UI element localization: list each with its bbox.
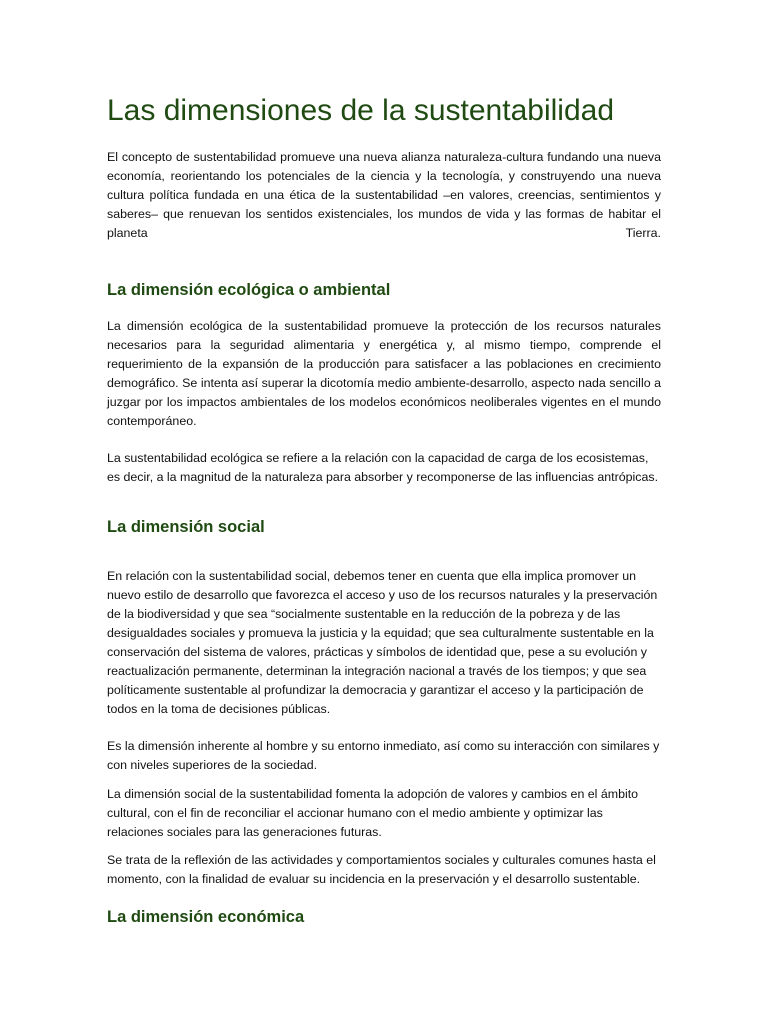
document-title: Las dimensiones de la sustentabilidad [107,94,614,127]
heading-dimension-economica: La dimensión económica [107,908,305,926]
social-paragraph-2: Es la dimensión inherente al hombre y su entorno inmediato, así como su interacción con similares y con niveles superiores de la sociedad. [107,739,660,772]
social-paragraph-3: La dimensión social de la sustentabilidad fomenta la adopción de valores y cambios en el ámbito cultural, con el fin de reconciliar el accionar humano con el medio ambiente y optimizar las relaciones sociales para las generaciones futuras. [107,787,639,839]
social-paragraph-1: En relación con la sustentabilidad social, debemos tener en cuenta que ella implica promover un nuevo estilo de desarrollo que favorezca el acceso y uso de los recursos naturales y la preservación de la biodiversidad y que sea “socialmente sustentable en la reducción de la pobreza y de las desigualdades sociales y promueva la justicia y la equidad; que sea culturalmente sustentable en la conservación del sistema de valores, prácticas y símbolos de identidad que, pese a su evolución y reactualización permanente, determinan la integración nacional a través de los tiempos; y que sea políticamente sustentable al profundizar la democracia y garantizar el acceso y la participación de todos en la toma de decisiones públicas. [107,569,658,716]
ecologica-paragraph-2: La sustentabilidad ecológica se refiere a la relación con la capacidad de carga de los ecosistemas, es decir, a la magnitud de la naturaleza para absorber y recomponerse de las influencias antrópicas. [107,451,659,484]
intro-paragraph: El concepto de sustentabilidad promueve una nueva alianza naturaleza-cultura fundando una nueva economía, reorientando los potenciales de la ciencia y la tecnología, y construyendo una nueva cultura política fundada en una ética de la sustentabilidad –en valores, creencias, sentimientos y saberes– que renuevan los sentidos existenciales, los mundos de vida y las formas de habitar el planeta Tierra. [107,150,661,240]
heading-dimension-social: La dimensión social [107,518,265,536]
social-paragraph-4: Se trata de la reflexión de las actividades y comportamientos sociales y culturales comunes hasta el momento, con la finalidad de evaluar su incidencia en la preservación y el desarrollo sustentable. [107,853,656,886]
heading-dimension-ecologica: La dimensión ecológica o ambiental [107,281,391,299]
ecologica-paragraph-1: La dimensión ecológica de la sustentabilidad promueve la protección de los recursos naturales necesarios para la seguridad alimentaria y energética y, al mismo tiempo, comprende el requerimiento de la expansión de la producción para satisfacer a las poblaciones en crecimiento demográfico. Se intenta así superar la dicotomía medio ambiente-desarrollo, aspecto nada sencillo a juzgar por los impactos ambientales de los modelos económicos neoliberales vigentes en el mundo contemporáneo. [107,319,661,428]
